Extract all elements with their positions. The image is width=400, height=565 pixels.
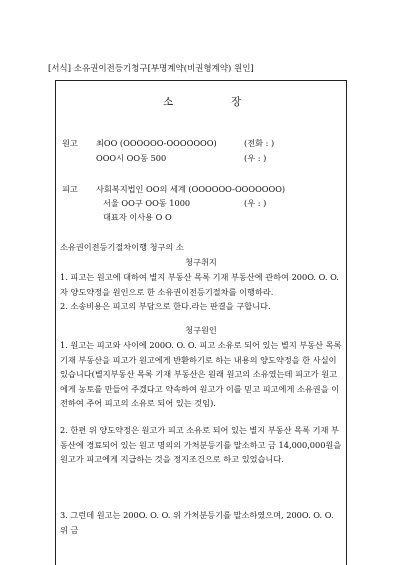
purpose-item-1: 1. 피고는 원고에 대하여 별지 부동산 목록 기재 부동산에 관하여 200O. O. O.자 양도약정을 원인으로 한 소유권이전등기절차를 이행하라. xyxy=(60,272,339,297)
plaintiff-label: 원고 xyxy=(62,138,78,148)
case-title: 소유권이전등기절차이행 청구의 소 xyxy=(60,242,184,252)
plaintiff-address: OOO시 OO동 500 xyxy=(96,153,167,163)
defendant-zip: (우 : ) xyxy=(244,198,267,208)
defendant-name: 사회복지법인 OO의 세계 (OOOOOO-OOOOOOO) xyxy=(96,184,286,194)
cause-item-3: 3. 그런데 원고는 200O. O. O. 위 가처분등기를 말소하였으며, 200O. O. O. 위 금 xyxy=(60,510,334,535)
document-title: 소장 xyxy=(163,96,300,108)
plaintiff-phone: (전화 : ) xyxy=(244,138,275,148)
cause-heading: 청구원인 xyxy=(185,325,217,335)
plaintiff-zip: (우 : ) xyxy=(244,153,267,163)
defendant-address: 서울 OO구 OO동 1000 xyxy=(103,198,191,208)
purpose-item-2: 2. 소송비용은 피고의 부담으로 한다.라는 판결을 구합니다. xyxy=(60,301,271,311)
purpose-heading: 청구취지 xyxy=(185,257,217,267)
cause-item-2: 2. 한편 위 양도약정은 원고가 피고 소유로 되어 있는 별지 부동산 목록 기재 부동산에 경료되어 있는 원고 명의의 가처분등기를 말소하고 금 14,000,000원을 원고가 피고에게 지급하는 것을 정지조건으로 하고 있었습니다. xyxy=(60,425,342,465)
cause-item-1: 1. 원고는 피고와 사이에 200O. O. O. 피고 소유로 되어 있는 별지 부동산 목록 기재 부동산을 피고가 원고에게 반환하기로 하는 내용의 양도약정을 한 사실이 있습니다(별지부동산 목록 기재 부동산은 원래 원고의 소유였는데 피고가 원고에게 농토를 만들어 주겠다고 약속하여 원고가 이를 믿고 피고에게 소유권을 이전하여 주어 피고의 소유로 되어 있는 것임). xyxy=(60,340,342,409)
form-header: [서식] 소유권이전등기청구[부명계약(비권형계약) 원인] xyxy=(48,63,254,73)
defendant-label: 피고 xyxy=(62,184,78,194)
defendant-representative: 대표자 이사용 O O xyxy=(103,212,172,222)
plaintiff-name: 최OO (OOOOOO-OOOOOOO) xyxy=(96,138,217,148)
